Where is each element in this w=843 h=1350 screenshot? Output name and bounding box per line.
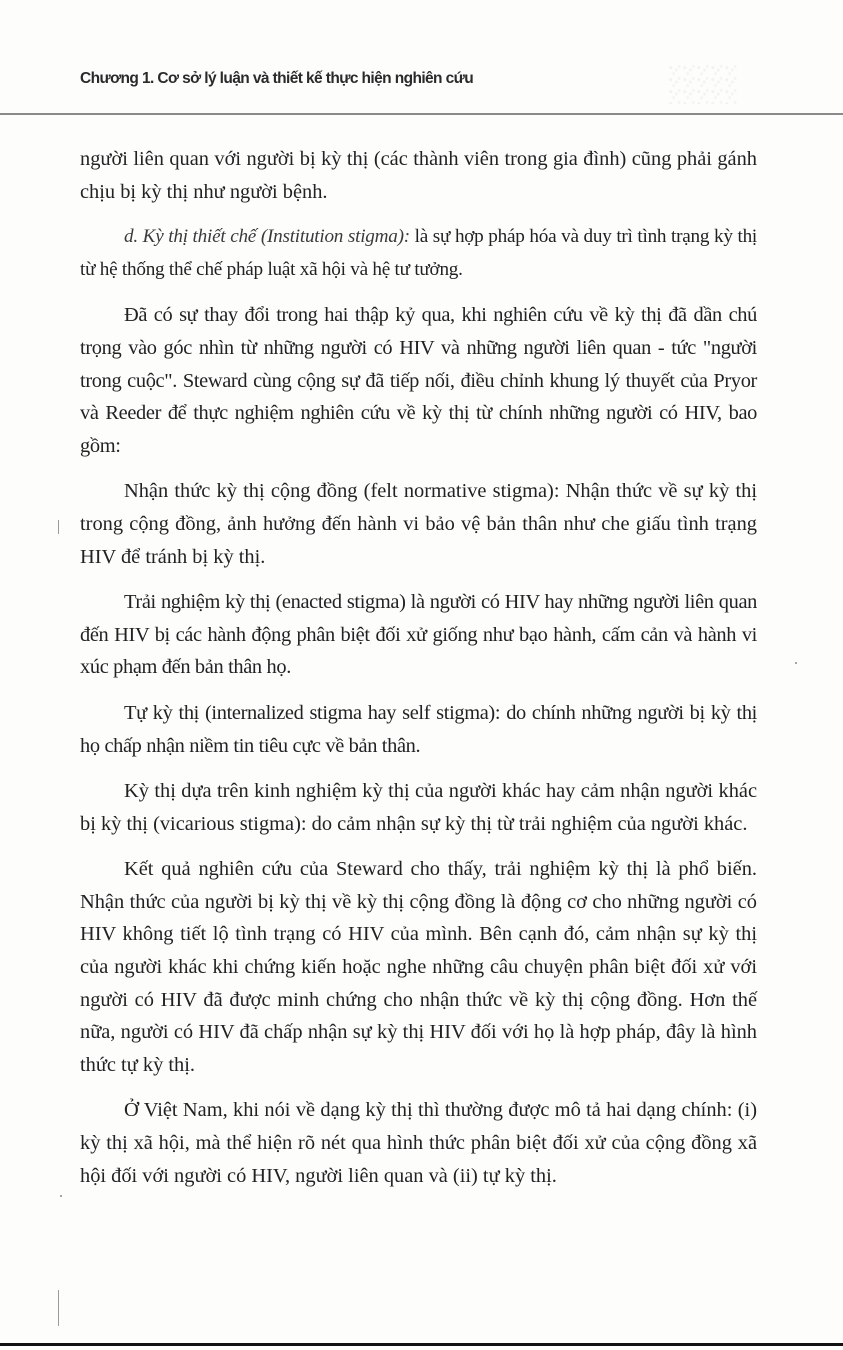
paragraph-3 [80, 299, 757, 462]
paragraph-8 [80, 853, 757, 1081]
running-header-title: Chương 1. Cơ sở lý luận và thiết kế thực hiện nghiên cứu [80, 70, 474, 87]
paragraph-8-text: Kết quả nghiên cứu của Steward cho thấy, trải nghiệm kỳ thị là phổ biến. Nhận thức của người bị kỳ thị về kỳ thị cộng đồng là động cơ cho những người có HIV không tiết lộ tình trạng có HIV của mình. Bên cạnh đó, cảm nhận sự kỳ thị của người khác khi chứng kiến hoặc nghe những câu chuyện phân biệt đối xử với người có HIV đã được minh chứng cho nhận thức về kỳ thị cộng đồng. Hơn thế nữa, người có HIV đã chấp nhận sự kỳ thị HIV đối với họ là hợp pháp, đây là hình thức tự kỳ thị. [80, 858, 757, 1076]
paragraph-4-text: Nhận thức kỳ thị cộng đồng (felt normative stigma): Nhận thức về sự kỳ thị trong cộng đồng, ảnh hưởng đến hành vi bảo vệ bản thân như che giấu tình trạng HIV để tránh bị kỳ thị. [80, 480, 757, 568]
scan-artifact [668, 64, 738, 104]
body-text [80, 143, 757, 1205]
paragraph-3-text: Đã có sự thay đổi trong hai thập kỷ qua, khi nghiên cứu về kỳ thị đã dần chú trọng vào góc nhìn từ những người có HIV và những người liên quan - tức "người trong cuộc". Steward cùng cộng sự đã tiếp nối, điều chỉnh khung lý thuyết của Pryor và Reeder để thực nghiệm nghiên cứu về kỳ thị từ chính những người có HIV, bao gồm: [80, 304, 757, 457]
paragraph-4 [80, 475, 757, 573]
paragraph-9-text: Ở Việt Nam, khi nói về dạng kỳ thị thì thường được mô tả hai dạng chính: (i) kỳ thị xã hội, mà thể hiện rõ nét qua hình thức phân biệt đối xử của cộng đồng xã hội đối với người có HIV, người liên quan và (ii) tự kỳ thị. [80, 1099, 757, 1187]
paragraph-1-text: người liên quan với người bị kỳ thị (các thành viên trong gia đình) cũng phải gánh chịu bị kỳ thị như người bệnh. [80, 148, 757, 203]
paragraph-2-text: là sự hợp pháp hóa và duy trì tình trạng kỳ thị từ hệ thống thể chế pháp luật xã hội và hệ tư tưởng. [80, 226, 757, 280]
scan-artifact [60, 1195, 62, 1197]
scan-artifact [795, 662, 797, 664]
paragraph-6 [80, 697, 757, 762]
paragraph-5-text: Trải nghiệm kỳ thị (enacted stigma) là người có HIV hay những người liên quan đến HIV bị các hành động phân biệt đối xử giống như bạo hành, cấm cản và hành vi xúc phạm đến bản thân họ. [80, 591, 757, 679]
paragraph-9 [80, 1094, 757, 1192]
paragraph-6-text: Tự kỳ thị (internalized stigma hay self stigma): do chính những người bị kỳ thị họ chấp nhận niềm tin tiêu cực về bản thân. [80, 701, 757, 757]
paragraph-7 [80, 775, 757, 840]
paragraph-2 [80, 221, 757, 286]
paragraph-2-lead: d. Kỳ thị thiết chế (Institution stigma): [124, 226, 410, 248]
header-divider [0, 113, 843, 115]
paragraph-7-text: Kỳ thị dựa trên kinh nghiệm kỳ thị của người khác hay cảm nhận người khác bị kỳ thị (vicarious stigma): do cảm nhận sự kỳ thị từ trải nghiệm của người khác. [80, 780, 757, 835]
footer-divider [0, 1343, 843, 1346]
margin-mark [58, 520, 59, 534]
paragraph-1 [80, 143, 757, 208]
margin-mark [58, 1290, 59, 1326]
paragraph-5 [80, 586, 757, 684]
